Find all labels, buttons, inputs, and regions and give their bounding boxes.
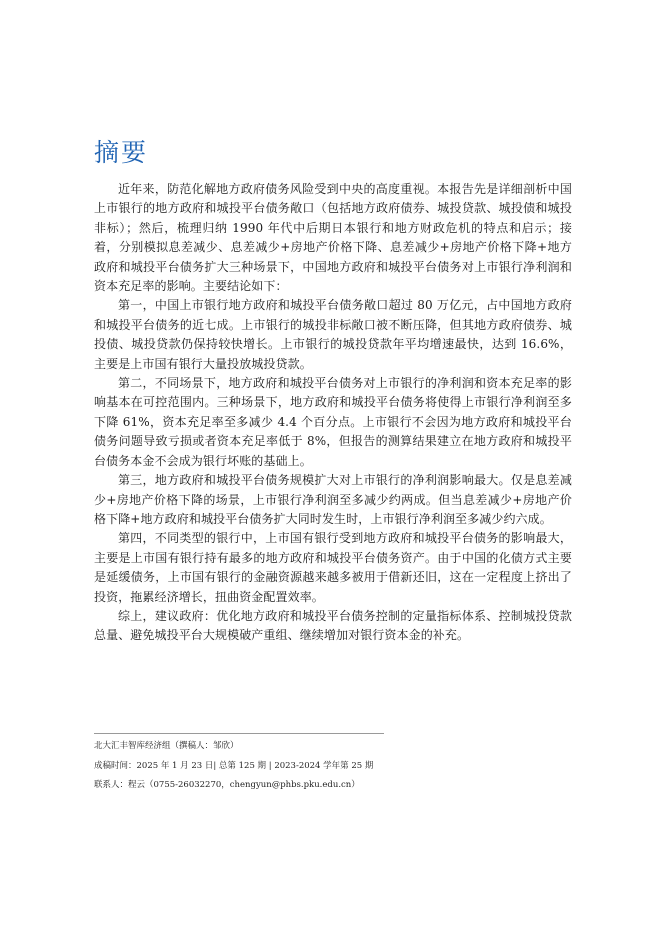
footer-contact: 联系人：程云（0755-26032270，chengyun@phbs.pku.edu.cn）: [94, 780, 360, 790]
abstract-paragraph-finding-2: 第二，不同场景下，地方政府和城投平台债务对上市银行的净利润和资本充足率的影响基本在可控范围内。三种场景下，地方政府和城投平台债务将使得上市银行净利润至多下降 61%，资本充足率至多减少 4.4 个百分点。上市银行不会因为地方政府和城投平台债务问题导致亏损或者资本充足率低于 8%，但报告的测算结果建立在地方政府和城投平台债务本金不会成为银行坏账的基础上。: [94, 376, 572, 468]
abstract-body: [94, 180, 572, 646]
footer-date: 成稿时间：2025 年 1 月 23 日| 总第 125 期 | 2023-2024 学年第 25 期: [94, 761, 374, 771]
footer-author: 北大汇丰智库经济组（撰稿人：邹欣）: [94, 741, 239, 751]
abstract-paragraph-finding-3: 第三，地方政府和城投平台债务规模扩大对上市银行的净利润影响最大。仅是息差减少+房地产价格下降的场景，上市银行净利润至多减少约两成。但当息差减少+房地产价格下降+地方政府和城投平台债务扩大同时发生时，上市银行净利润至多减少约六成。: [94, 473, 572, 526]
abstract-title: 摘要: [94, 138, 149, 167]
footer-divider: [94, 733, 384, 734]
abstract-paragraph-finding-4: 第四，不同类型的银行中，上市国有银行受到地方政府和城投平台债务的影响最大，主要是上市国有银行持有最多的地方政府和城投平台债务资产。由于中国的化债方式主要是延缓债务，上市国有银行的金融资源越来越多被用于借新还旧，这在一定程度上挤出了投资，拖累经济增长，扭曲资金配置效率。: [94, 531, 572, 604]
abstract-paragraph-finding-1: 第一，中国上市银行地方政府和城投平台债务敞口超过 80 万亿元，占中国地方政府和城投平台债务的近七成。上市银行的城投非标敞口被不断压降，但其地方政府债券、城投债、城投贷款仍保持较快增长。上市银行的城投贷款年平均增速最快，达到 16.6%，主要是上市国有银行大量投放城投贷款。: [94, 298, 572, 371]
abstract-paragraph-intro: 近年来，防范化解地方政府债务风险受到中央的高度重视。本报告先是详细剖析中国上市银行的地方政府和城投平台债务敞口（包括地方政府债券、城投贷款、城投债和城投非标）；然后，梳理归纳 1990 年代中后期日本银行和地方财政危机的特点和启示；接着，分别模拟息差减少、息差减少+房地产价格下降、息差减少+房地产价格下降+地方政府和城投平台债务扩大三种场景下，中国地方政府和城投平台债务对上市银行净利润和资本充足率的影响。主要结论如下：: [94, 182, 572, 294]
abstract-paragraph-recommendation: 综上，建议政府：优化地方政府和城投平台债务控制的定量指标体系、控制城投贷款总量、避免城投平台大规模破产重组、继续增加对银行资本金的补充。: [94, 608, 572, 643]
